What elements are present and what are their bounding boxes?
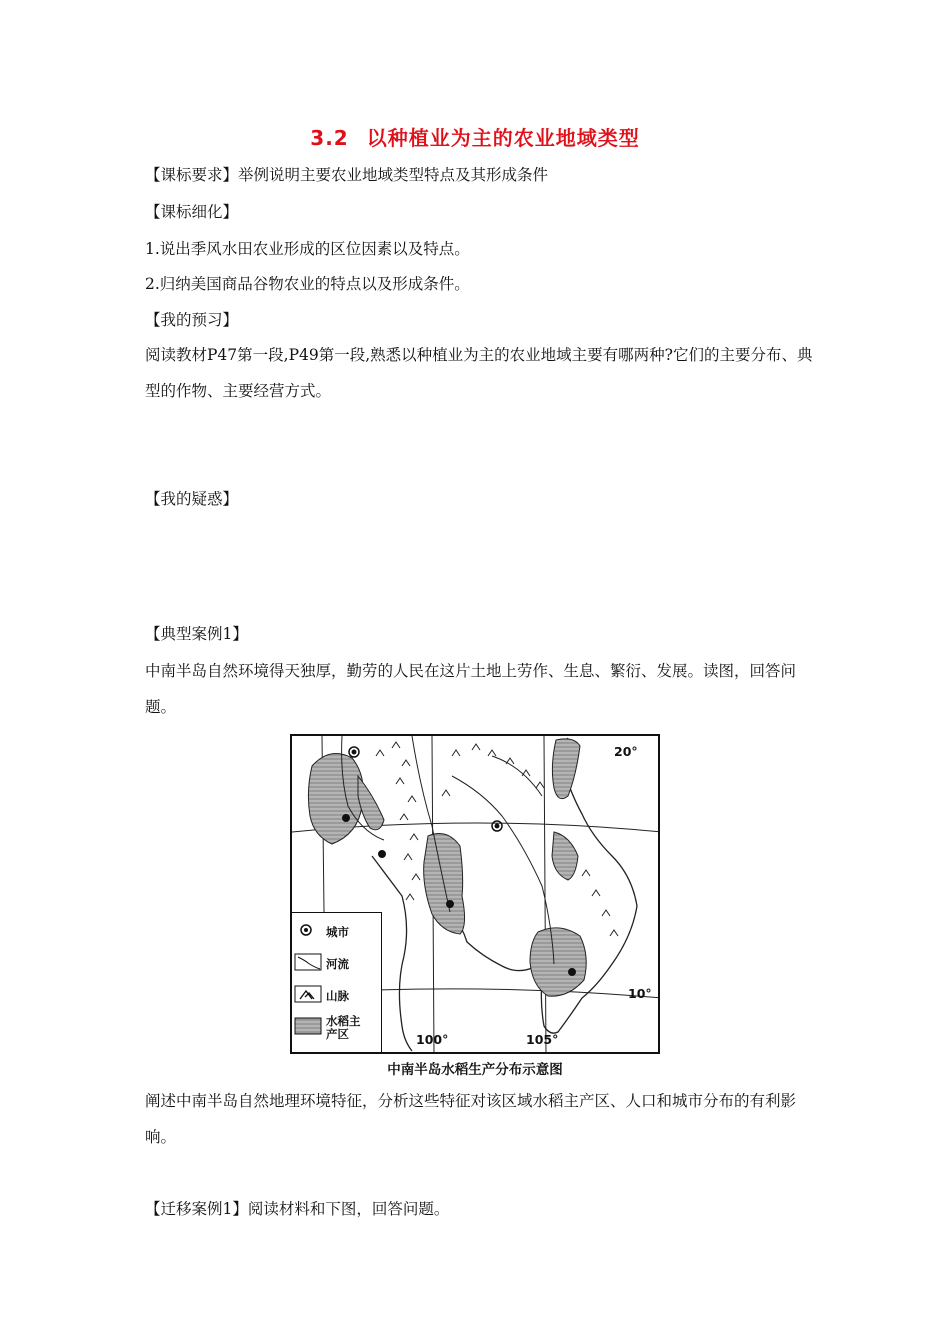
latitude-label-10: 10°	[628, 986, 652, 1001]
section-number: 3.2	[310, 126, 349, 150]
longitude-label-100: 100°	[416, 1032, 449, 1047]
latitude-label-20: 20°	[614, 744, 638, 759]
curriculum-detail-item: 1.说出季风水田农业形成的区位因素以及特点。	[145, 240, 470, 258]
case1-intro: 中南半岛自然环境得天独厚，勤劳的人民在这片土地上劳作、生息、繁衍、发展。读图，回答问题。	[145, 662, 797, 716]
city-icon	[294, 921, 320, 939]
legend-label: 山脉	[326, 989, 349, 1003]
case1-question: 阐述中南半岛自然地理环境特征，分析这些特征对该区域水稻主产区、人口和城市分布的有利影响。	[145, 1092, 797, 1146]
transfer-case1-text: 阅读材料和下图，回答问题。	[247, 1200, 450, 1218]
map-caption: 中南半岛水稻生产分布示意图	[387, 1062, 563, 1078]
curriculum-requirement-text: 举例说明主要农业地域类型特点及其形成条件	[238, 166, 549, 184]
legend-label: 城市	[326, 925, 349, 939]
section-title: 以种植业为主的农业地域类型	[366, 126, 640, 150]
curriculum-detail-label: 【课标细化】	[145, 203, 239, 221]
legend-label: 河流	[326, 957, 349, 971]
indochina-rice-map	[290, 734, 660, 1054]
curriculum-detail-item: 2.归纳美国商品谷物农业的特点以及形成条件。	[145, 275, 470, 293]
curriculum-requirement	[145, 163, 548, 185]
doubts-label: 【我的疑惑】	[145, 490, 239, 508]
case1-label: 【典型案例1】	[145, 625, 248, 643]
legend-label-rice	[326, 1015, 361, 1041]
mountain-icon	[294, 985, 322, 1003]
curriculum-requirement-label: 【课标要求】	[145, 166, 239, 184]
longitude-label-105: 105°	[526, 1032, 559, 1047]
rice-area-icon	[294, 1017, 322, 1035]
page-title	[0, 122, 950, 151]
transfer-case1-label: 【迁移案例1】	[145, 1200, 248, 1218]
map-legend	[292, 912, 382, 1054]
legend-rice-line: 产区	[326, 1027, 349, 1041]
river-icon	[294, 953, 322, 971]
preview-text: 阅读教材P47第一段,P49第一段,熟悉以种植业为主的农业地域主要有哪两种?它们的主要分布、典型的作物、主要经营方式。	[145, 346, 813, 400]
preview-label: 【我的预习】	[145, 311, 239, 329]
transfer-case1	[145, 1197, 449, 1219]
legend-rice-line: 水稻主	[326, 1014, 361, 1028]
